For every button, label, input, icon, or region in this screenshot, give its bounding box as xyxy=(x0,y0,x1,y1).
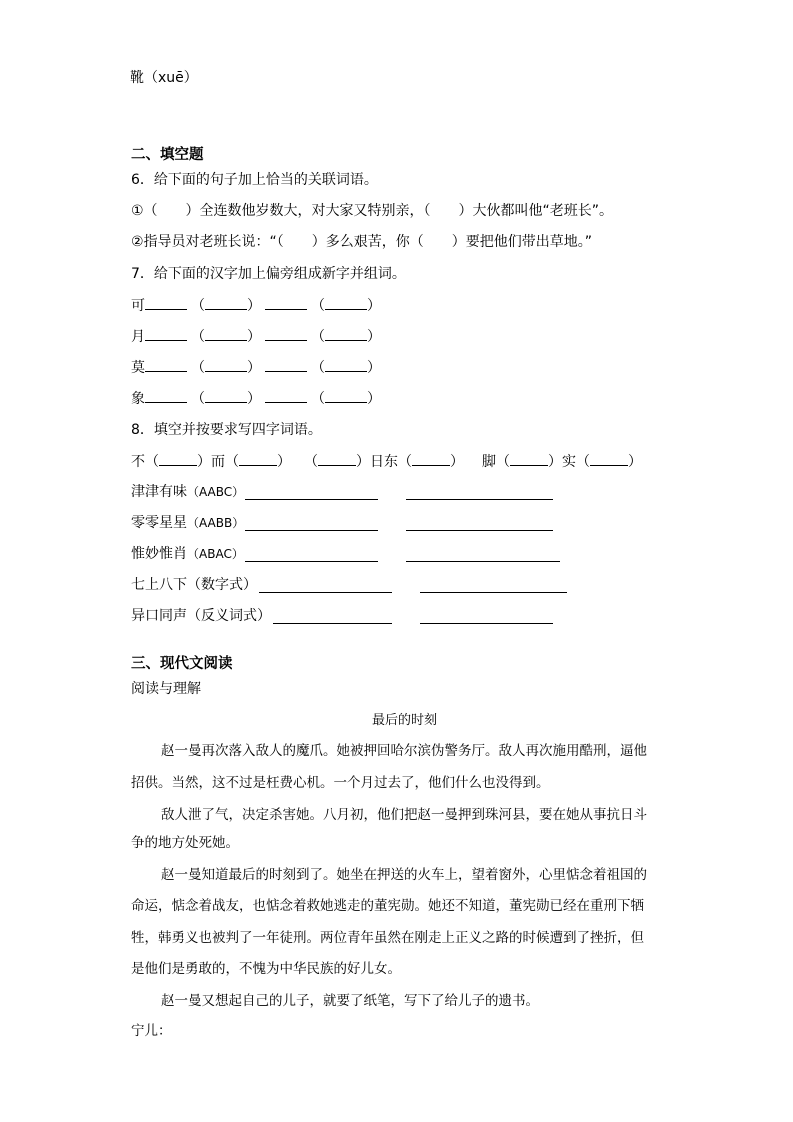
blank-line[interactable] xyxy=(325,326,367,341)
passage-line: 赵一曼又想起自己的儿子，就要了纸笔，写下了给儿子的遗书。 xyxy=(161,993,539,1009)
q8-idiom-2: （ ）日东（ ） xyxy=(304,451,464,472)
q7-row: 象 （ ） （ ） xyxy=(131,388,381,409)
blank-line[interactable] xyxy=(145,295,187,310)
passage-line: 敌人泄了气，决定杀害她。八月初，他们把赵一曼押到珠河县，要在她从事抗日斗 xyxy=(161,807,647,823)
q7-row: 莫 （ ） （ ） xyxy=(131,357,381,378)
q8-word-item: 零零星星（AABB） xyxy=(131,515,245,531)
q8-word-item: 异口同声（反义词式） xyxy=(131,608,271,624)
q6-prompt: 6．给下面的句子加上恰当的关联词语。 xyxy=(131,172,378,188)
blank-line[interactable] xyxy=(145,357,187,372)
q8-idiom-3: 脚（ ）实（ ） xyxy=(482,451,642,472)
section-3-subtitle: 阅读与理解 xyxy=(131,681,201,697)
section-2-title: 二、填空题 xyxy=(131,147,204,163)
passage-line: 是他们是勇敢的，不愧为中华民族的好儿女。 xyxy=(131,961,401,977)
blank-line[interactable] xyxy=(318,451,356,466)
passage-line: 赵一曼知道最后的时刻到了。她坐在押送的火车上，望着窗外，心里惦念着祖国的 xyxy=(161,867,647,883)
answer-line[interactable] xyxy=(245,485,378,500)
answer-line[interactable] xyxy=(420,609,553,624)
answer-line[interactable] xyxy=(406,485,553,500)
blank-line[interactable] xyxy=(325,388,367,403)
blank-line[interactable] xyxy=(265,357,307,372)
answer-line[interactable] xyxy=(245,516,378,531)
blank-line[interactable] xyxy=(265,388,307,403)
blank-line[interactable] xyxy=(265,295,307,310)
blank-line[interactable] xyxy=(205,295,247,310)
blank-line[interactable] xyxy=(239,451,277,466)
blank-line[interactable] xyxy=(159,451,197,466)
q8-word-item: 惟妙惟肖（ABAC） xyxy=(131,546,244,562)
passage-line: 招供。当然，这不过是枉费心机。一个月过去了，他们什么也没得到。 xyxy=(131,775,550,791)
passage-line: 宁儿： xyxy=(131,1023,172,1039)
blank-line[interactable] xyxy=(205,326,247,341)
q7-char: 月 xyxy=(131,329,145,345)
q8-idiom-1: 不（ ）而（ ） xyxy=(131,451,291,472)
passage-line: 争的地方处死她。 xyxy=(131,835,239,851)
q7-char: 可 xyxy=(131,298,145,314)
q8-word-item: 津津有味（AABC） xyxy=(131,484,245,500)
q7-prompt: 7．给下面的汉字加上偏旁组成新字并组词。 xyxy=(131,266,406,282)
section-3-title: 三、现代文阅读 xyxy=(131,656,233,672)
q6-sentence-2: ②指导员对老班长说：“（ ）多么艰苦，你（ ）要把他们带出草地。” xyxy=(131,234,593,250)
top-item: 靴（xuē） xyxy=(130,70,198,86)
blank-line[interactable] xyxy=(325,357,367,372)
blank-line[interactable] xyxy=(412,451,450,466)
blank-line[interactable] xyxy=(265,326,307,341)
answer-line[interactable] xyxy=(259,578,392,593)
blank-line[interactable] xyxy=(145,326,187,341)
blank-line[interactable] xyxy=(590,451,628,466)
q8-word-item: 七上八下（数字式） xyxy=(131,577,257,593)
passage-line: 牲，韩勇义也被判了一年徒刑。两位青年虽然在刚走上正义之路的时候遭到了挫折，但 xyxy=(131,930,644,946)
q7-char: 象 xyxy=(131,391,145,407)
q8-prompt: 8．填空并按要求写四字词语。 xyxy=(131,422,322,438)
answer-line[interactable] xyxy=(420,578,567,593)
q6-sentence-1: ①（ ）全连数他岁数大，对大家又特别亲，（ ）大伙都叫他“老班长”。 xyxy=(131,203,614,219)
answer-line[interactable] xyxy=(273,609,392,624)
blank-line[interactable] xyxy=(510,451,548,466)
answer-line[interactable] xyxy=(406,547,560,562)
q7-row: 月 （ ） （ ） xyxy=(131,326,381,347)
blank-line[interactable] xyxy=(325,295,367,310)
answer-line[interactable] xyxy=(245,547,378,562)
blank-line[interactable] xyxy=(205,357,247,372)
answer-line[interactable] xyxy=(406,516,553,531)
passage-line: 命运，惦念着战友，也惦念着救她逃走的董宪勋。她还不知道，董宪勋已经在重刑下牺 xyxy=(131,898,644,914)
q7-char: 莫 xyxy=(131,360,145,376)
q7-row: 可 （ ） （ ） xyxy=(131,295,381,316)
passage-line: 赵一曼再次落入敌人的魔爪。她被押回哈尔滨伪警务厅。敌人再次施用酷刑，逼他 xyxy=(161,743,647,759)
blank-line[interactable] xyxy=(205,388,247,403)
blank-line[interactable] xyxy=(145,388,187,403)
passage-title: 最后的时刻 xyxy=(372,713,438,728)
